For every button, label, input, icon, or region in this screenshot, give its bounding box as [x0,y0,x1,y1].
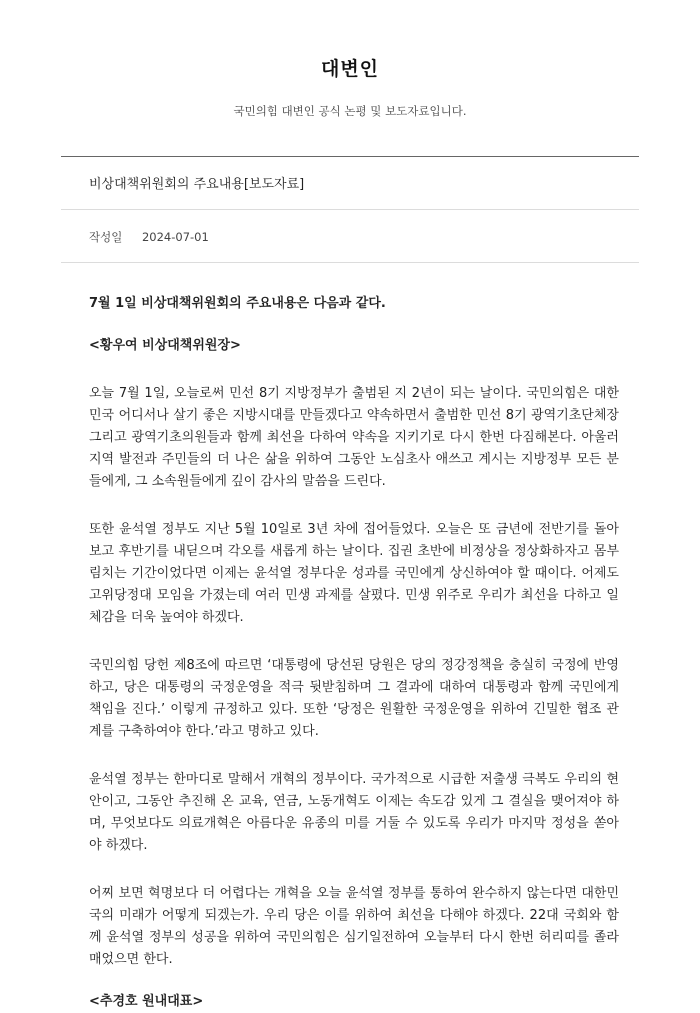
content-paragraph: 윤석열 정부는 한마디로 말해서 개혁의 정부이다. 국가적으로 시급한 저출생 극복도 우리의 현안이고, 그동안 추진해 온 교육, 연금, 노동개혁도 이제는 속도감 있게 그 결실을 맺어져야 하며, 무엇보다도 의료개혁은 아름다운 유종의 미를 거둘 수 있도록 우리가 마지막 정성을 쏟아야 하겠다. [89,772,619,853]
content-paragraph: 어찌 보면 혁명보다 더 어렵다는 개혁을 오늘 윤석열 정부를 통하여 완수하지 않는다면 대한민국의 미래가 어떻게 되겠는가. 우리 당은 이를 위하여 최선을 다해야 하겠다. 22대 국회와 함께 윤석열 정부의 성공을 위하여 국민의힘은 심기일전하여 오늘부터 다시 한번 허리띠를 졸라매었으면 한다. [89,886,619,967]
post-date: 2024-07-01 [141,230,209,244]
post-content [89,293,619,1013]
site-header [0,0,700,119]
title-divider [61,209,639,210]
speaker-heading: <황우여 비상대책위원장> [89,338,241,353]
date-label: 작성일 [89,230,123,244]
post-title: 비상대책위원회의 주요내용[보도자료] [89,177,305,192]
speaker-heading: <추경호 원내대표> [89,994,204,1009]
content-paragraph: 국민의힘 당헌 제8조에 따르면 ‘대통령에 당선된 당원은 당의 정강정책을 충실히 국정에 반영하고, 당은 대통령의 국정운영을 적극 뒷받침하며 그 결과에 대하여 대통령과 함께 국민에게 책임을 진다.’ 이렇게 규정하고 있다. 또한 ‘당정은 원활한 국정운영을 위하여 긴밀한 협조 관계를 구축하여야 한다.’라고 명하고 있다. [89,658,619,739]
content-paragraph: 또한 윤석열 정부도 지난 5월 10일로 3년 차에 접어들었다. 오늘은 또 금년에 전반기를 돌아보고 후반기를 내딛으며 각오를 새롭게 하는 날이다. 집권 초반에 비정상을 정상화하자고 몸부림치는 기간이었다면 이제는 윤석열 정부다운 성과를 국민에게 상신하여야 할 때이다. 어제도 고위당정대 모임을 가졌는데 여러 민생 과제를 살폈다. 민생 위주로 우리가 최선을 다하고 일체감을 더욱 높여야 하겠다. [89,522,619,625]
header-divider [61,156,639,157]
content-paragraph: 오늘 7월 1일, 오늘로써 민선 8기 지방정부가 출범된 지 2년이 되는 날이다. 국민의힘은 대한민국 어디서나 살기 좋은 지방시대를 만들겠다고 약속하면서 출범한 민선 8기 광역기초단체장 그리고 광역기초의원들과 함께 최선을 다하여 약속을 지키기로 다시 한번 다짐해본다. 아울러 지역 발전과 주민들의 더 나은 삶을 위하여 그동안 노심초사 애쓰고 계시는 지방정부 모든 분들에게, 그 소속원들에게 깊이 감사의 말씀을 드린다. [89,386,619,489]
site-title[interactable]: 대변인 [320,58,380,80]
meta-divider [61,262,639,263]
post-meta [89,229,700,245]
lead-sentence: 7월 1일 비상대책위원회의 주요내용은 다음과 같다. [89,296,386,311]
site-description: 국민의힘 대변인 공식 논평 및 보도자료입니다. [233,104,467,118]
